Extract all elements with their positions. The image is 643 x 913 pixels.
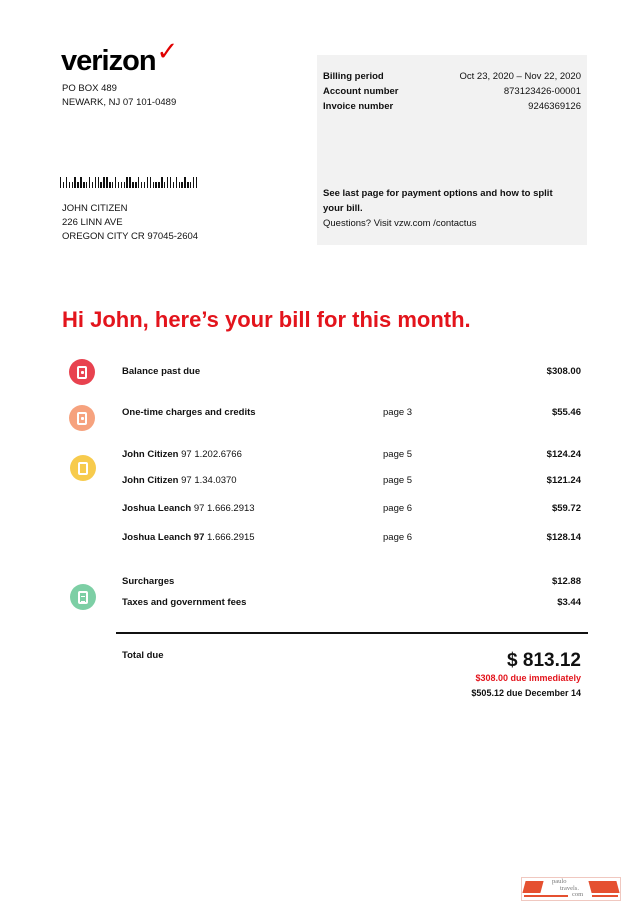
total-divider [116,632,588,634]
balance-past-due-label: Balance past due [122,366,201,377]
watermark-line-1: paulo [552,878,567,885]
sender-line-1: PO BOX 489 [62,83,117,94]
sender-address [62,82,176,110]
watermark-line-3: com [572,891,584,898]
surcharges-label: Surcharges [122,576,175,587]
line-item: Joshua Leanch 97 1.666.2913 [122,503,255,514]
greeting-heading: Hi John, here’s your bill for this month. [62,307,471,332]
billing-period-label: Billing period [323,71,384,82]
bill-alert-icon [69,359,95,385]
payment-note [323,186,563,231]
line-item-amount: $124.24 [546,449,581,460]
account-number-value: 873123426-00001 [503,86,581,97]
line-item-amount: $59.72 [551,503,581,514]
balance-past-due-amount: $308.00 [546,366,581,377]
verizon-logo [61,36,178,78]
line-item: Joshua Leanch 97 1.666.2915 [122,532,255,543]
document-icon [70,584,96,610]
line-item-page-link[interactable]: page 5 [383,449,413,460]
due-immediately: $308.00 due immediately [475,673,581,683]
watermark-line-2: travels. [560,884,579,892]
total-due-label: Total due [122,650,164,661]
account-number-row [323,84,581,99]
taxes-label: Taxes and government fees [122,597,247,608]
invoice-number-label: Invoice number [323,101,394,112]
invoice-number-row [323,99,581,114]
line-item: John Citizen 97 1.34.0370 [122,475,237,486]
line-item: John Citizen 97 1.202.6766 [122,449,242,460]
account-info-box [317,55,587,245]
billing-period-row [323,69,581,84]
recipient-street: 226 LINN AVE [62,217,123,228]
line-item-page-link[interactable]: page 6 [383,503,413,514]
logo-wordmark: verizon [61,45,156,77]
due-later: $505.12 due December 14 [471,688,581,698]
logo-check-icon: ✓ [156,36,178,66]
billing-period-value: Oct 23, 2020 – Nov 22, 2020 [459,71,581,82]
sender-line-2: NEWARK, NJ 07 101-0489 [62,97,177,108]
one-time-charges-amount: $55.46 [551,407,581,418]
contact-link[interactable]: Questions? Visit vzw.com /contactus [323,218,477,229]
recipient-city: OREGON CITY CR 97045-2604 [62,231,199,242]
phone-icon [70,455,96,481]
line-item-amount: $121.24 [546,475,581,486]
invoice-number-value: 9246369126 [528,101,581,112]
recipient-address [62,202,198,244]
watermark-logo [521,877,621,901]
postal-barcode [60,176,197,188]
line-item-amount: $128.14 [546,532,581,543]
line-item-page-link[interactable]: page 5 [383,475,413,486]
bill-charges-icon [69,405,95,431]
payment-options-note: See last page for payment options and how to split your bill. [323,188,553,214]
account-number-label: Account number [323,86,399,97]
one-time-charges-page-link[interactable]: page 3 [383,407,413,418]
recipient-name: JOHN CITIZEN [62,203,128,214]
surcharges-amount: $12.88 [551,576,581,587]
one-time-charges-label: One-time charges and credits [122,407,256,418]
line-item-page-link[interactable]: page 6 [383,532,413,543]
taxes-amount: $3.44 [557,597,581,608]
total-due-amount: $ 813.12 [507,650,581,671]
